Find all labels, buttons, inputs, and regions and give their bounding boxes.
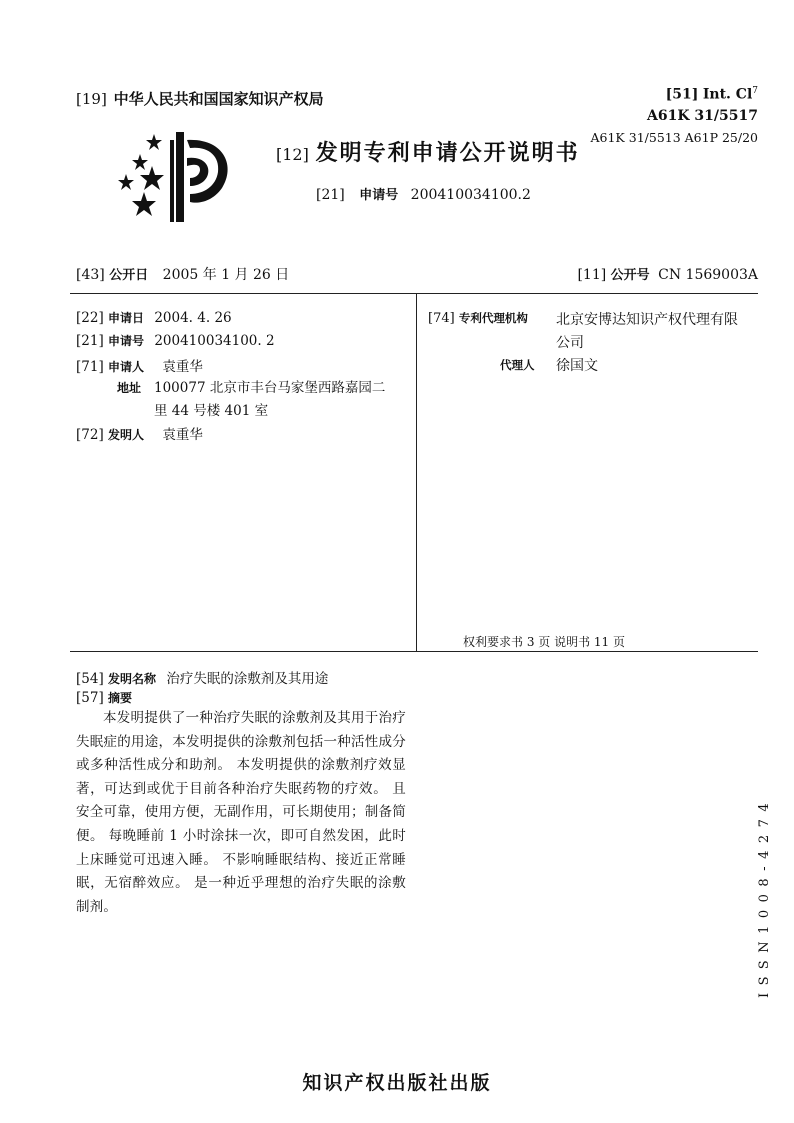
agency-row <box>428 310 528 326</box>
abstract-label: 摘要 <box>108 691 133 705</box>
app-no-line <box>316 184 531 203</box>
office-line <box>76 88 324 109</box>
app-no-row <box>76 332 275 349</box>
int-cl-code: [51] <box>665 86 699 103</box>
star-icon <box>132 192 156 216</box>
doc-type-code: [12] <box>276 145 309 164</box>
agency-code: [74] <box>428 311 455 326</box>
divider-vertical <box>416 293 417 651</box>
abstract-body <box>76 707 406 919</box>
agency-line-1: 北京安博达知识产权代理有限 <box>556 312 738 328</box>
abstract-code: [57] <box>76 690 104 706</box>
address-label: 地址 <box>117 381 142 395</box>
title-code: [54] <box>76 671 104 687</box>
star-icon <box>140 166 164 190</box>
pub-no-label: 公开号 <box>610 268 650 283</box>
abstract-paragraph: 本发明提供了一种治疗失眠的涂敷剂及其用于治疗失眠症的用途，本发明提供的涂敷剂包括一种活性成分或多种活性成分和助剂。 本发明提供的涂敷剂疗效显著，可达到或优于目前各种治疗失眠药物的疗效。 且安全可靠，使用方便，无副作用，可长期使用；制备简便。 每晚睡前 1 小时涂抹一次，即可自然发困，此时上床睡觉可迅速入睡。 不影响睡眠结构、接近正常睡眠，无宿醉效应。 是一种近乎理想的治疗失眠的涂敷制剂。 <box>76 710 406 915</box>
divider-bottom <box>70 651 758 652</box>
biblio-app-no-code: [21] <box>76 333 104 349</box>
app-no-value: 200410034100.2 <box>410 187 531 203</box>
office-code: [19] <box>76 90 107 108</box>
inventor-row <box>76 423 203 443</box>
int-cl-secondary: A61K 31/5513 A61P 25/20 <box>590 130 758 145</box>
star-icon <box>146 134 162 150</box>
star-icon <box>132 154 148 170</box>
inventor-value: 袁重华 <box>162 427 203 443</box>
applicant-row <box>76 355 203 375</box>
int-cl-label: Int. Cl <box>702 86 753 103</box>
doc-type: 发明专利申请公开说明书 <box>315 141 580 166</box>
office-name: 中华人民共和国国家知识产权局 <box>113 90 324 108</box>
doc-type-line <box>276 136 580 167</box>
applicant-code: [71] <box>76 359 104 375</box>
publisher-footer: 知识产权出版社出版 <box>302 1072 492 1094</box>
page-count: 权利要求书 3 页 说明书 11 页 <box>463 635 625 649</box>
agent-label: 代理人 <box>500 358 535 372</box>
applicant-label: 申请人 <box>108 360 145 374</box>
biblio-app-no-label: 申请号 <box>108 334 145 348</box>
int-cl-sup: 7 <box>752 86 758 96</box>
divider-top <box>70 293 758 294</box>
issn-vertical: ISSN1008-4274 <box>757 795 772 998</box>
int-cl-primary: A61K 31/5517 <box>647 108 758 124</box>
app-no-label: 申请号 <box>359 188 399 203</box>
inventor-label: 发明人 <box>108 428 145 442</box>
pub-date-line <box>76 264 289 284</box>
filing-date-code: [22] <box>76 310 104 326</box>
address-line-1: 100077 北京市丰台马家堡西路嘉园二 <box>154 380 386 396</box>
filing-date-row <box>76 309 232 326</box>
filing-date-value: 2004. 4. 26 <box>154 310 232 326</box>
applicant-value: 袁重华 <box>162 359 203 375</box>
title-row <box>76 667 328 687</box>
filing-date-label: 申请日 <box>108 311 145 325</box>
agency-line-2: 公司 <box>556 335 584 351</box>
title-label: 发明名称 <box>108 672 157 686</box>
pub-date-value: 2005 年 1 月 26 日 <box>162 267 290 283</box>
int-cl-block <box>622 86 758 103</box>
abstract-heading <box>76 689 132 706</box>
star-icon <box>118 174 134 190</box>
app-no-code: [21] <box>316 187 345 203</box>
invention-title: 治疗失眠的涂敷剂及其用途 <box>166 671 329 687</box>
pub-no-line <box>560 264 758 283</box>
pub-date-code: [43] <box>76 267 105 283</box>
biblio-app-no-value: 200410034100. 2 <box>154 333 275 349</box>
pub-date-label: 公开日 <box>109 268 149 283</box>
inventor-code: [72] <box>76 427 104 443</box>
agency-label: 专利代理机构 <box>458 311 528 325</box>
address-line-2: 里 44 号楼 401 室 <box>154 403 269 419</box>
sipo-logo-icon <box>114 130 244 230</box>
pub-no-value: CN 1569003A <box>658 267 758 283</box>
pub-no-code: [11] <box>577 267 607 283</box>
agent-value: 徐国文 <box>556 358 598 374</box>
